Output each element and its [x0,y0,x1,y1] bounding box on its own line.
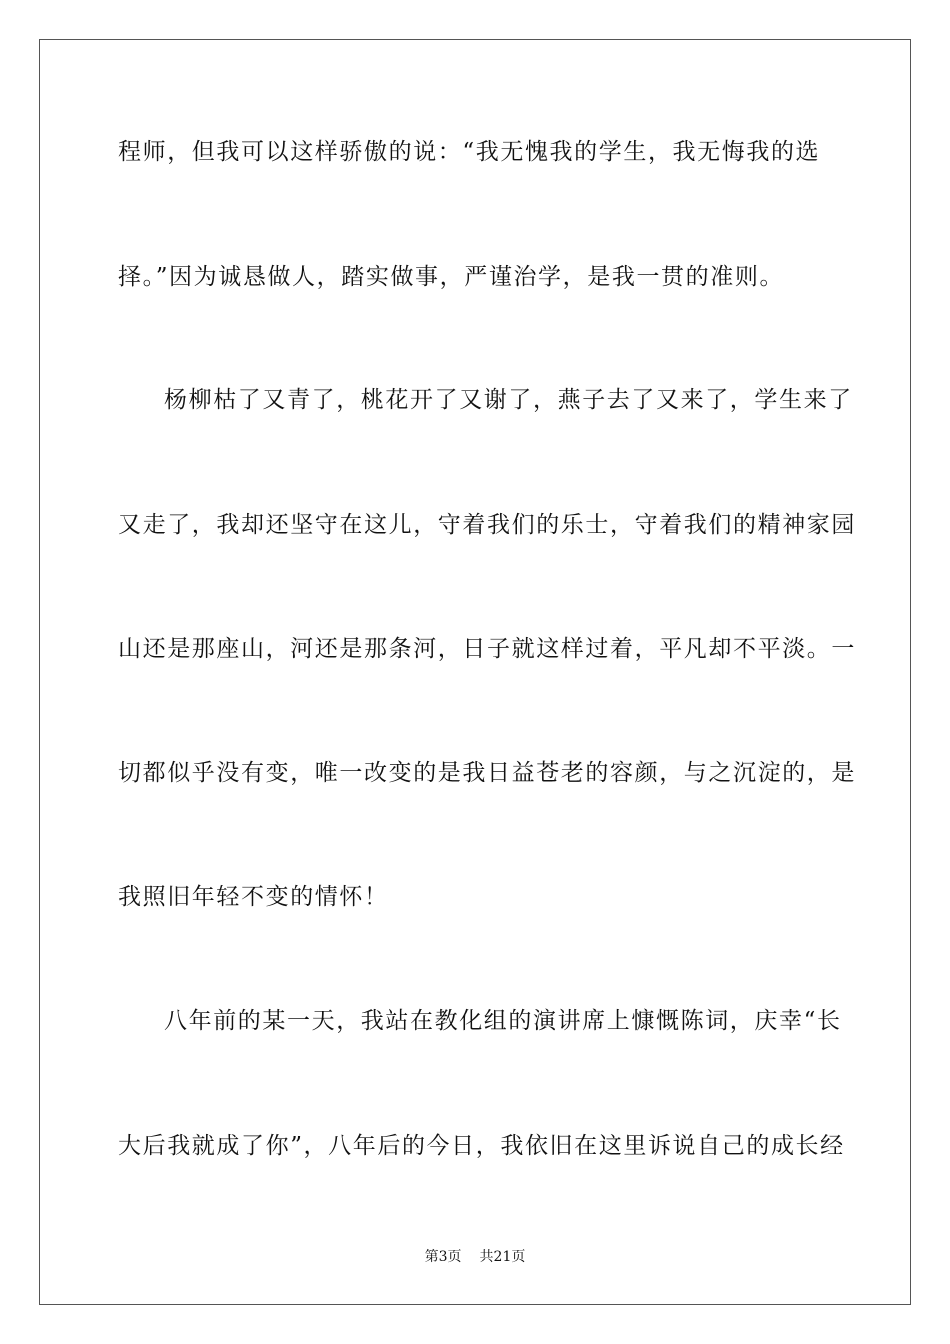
body-text-line: 山还是那座山，河还是那条河，日子就这样过着，平凡却不平淡。一 [118,636,856,662]
body-text-line: 我照旧年轻不变的情怀！ [118,884,389,910]
body-text-line: 择。”因为诚恳做人，踏实做事，严谨治学，是我一贯的准则。 [118,264,785,290]
paragraph-start-line: 杨柳枯了又青了，桃花开了又谢了，燕子去了又来了，学生来了 [164,387,853,413]
page-number-total: 共21页 [479,1249,526,1265]
page-number-current: 第3页 [424,1249,462,1265]
page-border [39,39,911,1305]
body-text-line: 切都似乎没有变，唯一改变的是我日益苍老的容颜，与之沉淀的，是 [118,760,856,786]
body-text-line: 程师，但我可以这样骄傲的说：“我无愧我的学生，我无悔我的选 [118,139,821,165]
page-footer [0,1248,950,1266]
paragraph-start-line: 八年前的某一天，我站在教化组的演讲席上慷慨陈词，庆幸“长 [164,1008,842,1034]
body-text-line: 又走了，我却还坚守在这儿，守着我们的乐士，守着我们的精神家园 [118,512,856,538]
body-text-line: 大后我就成了你”，八年后的今日，我依旧在这里诉说自己的成长经 [118,1133,845,1159]
